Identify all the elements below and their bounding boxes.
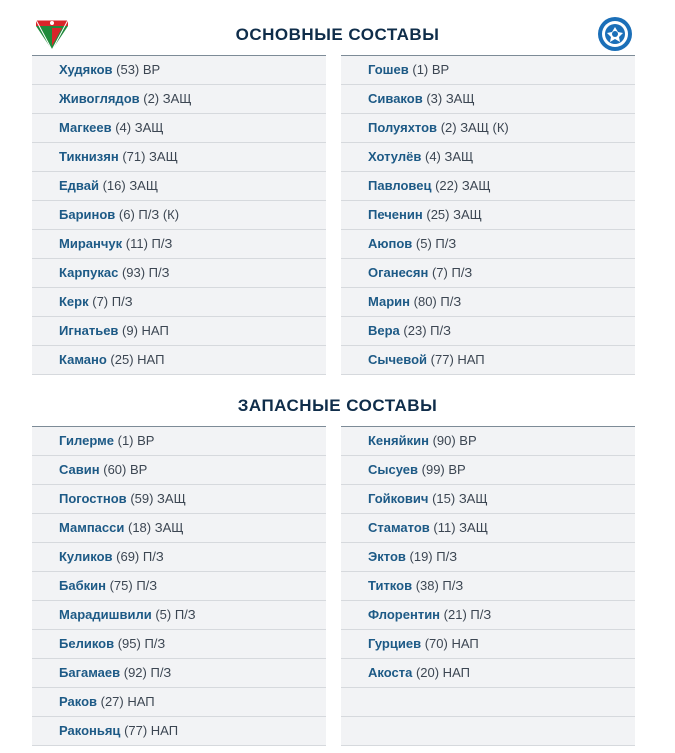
player-row[interactable] [341, 288, 635, 317]
player-name[interactable]: Стаматов [368, 520, 430, 535]
player-row[interactable] [341, 427, 635, 456]
player-row[interactable] [32, 317, 326, 346]
player-row [341, 688, 635, 717]
player-row[interactable] [341, 114, 635, 143]
player-name[interactable]: Гошев [368, 62, 409, 77]
player-name[interactable]: Бабкин [59, 578, 106, 593]
player-row[interactable] [32, 288, 326, 317]
player-name[interactable]: Погостнов [59, 491, 127, 506]
player-name[interactable]: Павловец [368, 178, 432, 193]
player-name[interactable]: Баринов [59, 207, 116, 222]
player-row[interactable] [32, 259, 326, 288]
player-row[interactable] [341, 172, 635, 201]
player-name[interactable]: Беликов [59, 636, 115, 651]
player-row[interactable] [32, 543, 326, 572]
player-number-position: (77) НАП [124, 723, 179, 738]
player-name[interactable]: Едвай [59, 178, 99, 193]
player-number-position: (5) П/З [415, 236, 457, 251]
player-row[interactable] [341, 56, 635, 85]
player-name[interactable]: Сысуев [368, 462, 419, 477]
player-name[interactable]: Эктов [368, 549, 406, 564]
player-name[interactable]: Марадишвили [59, 607, 152, 622]
player-name[interactable]: Марин [368, 294, 411, 309]
player-number-position: (22) ЗАЩ [435, 178, 491, 193]
player-row[interactable] [341, 514, 635, 543]
player-name[interactable]: Полуяхтов [368, 120, 438, 135]
player-number-position: (2) ЗАЩ [143, 91, 192, 106]
player-number-position: (25) ЗАЩ [426, 207, 482, 222]
player-number-position: (71) ЗАЩ [122, 149, 178, 164]
player-row[interactable] [32, 56, 326, 85]
player-name[interactable]: Сиваков [368, 91, 423, 106]
player-row[interactable] [32, 688, 326, 717]
player-row[interactable] [32, 85, 326, 114]
player-number-position: (2) ЗАЩ (К) [440, 120, 509, 135]
player-row[interactable] [32, 601, 326, 630]
player-name[interactable]: Живоглядов [59, 91, 140, 106]
player-number-position: (70) НАП [424, 636, 479, 651]
player-row[interactable] [341, 143, 635, 172]
player-number-position: (6) П/З (К) [118, 207, 180, 222]
player-number-position: (23) П/З [403, 323, 451, 338]
player-name[interactable]: Печенин [368, 207, 423, 222]
player-row[interactable] [32, 427, 326, 456]
player-number-position: (4) ЗАЩ [115, 120, 164, 135]
player-number-position: (69) П/З [116, 549, 164, 564]
player-name[interactable]: Титков [368, 578, 413, 593]
player-name[interactable]: Мампасси [59, 520, 125, 535]
substitutes-title: ЗАПАСНЫЕ СОСТАВЫ [237, 396, 438, 415]
player-number-position: (7) П/З [92, 294, 133, 309]
player-number-position: (38) П/З [415, 578, 464, 593]
player-number-position: (93) П/З [121, 265, 170, 280]
player-row[interactable] [341, 259, 635, 288]
player-row[interactable] [341, 485, 635, 514]
player-number-position: (59) ЗАЩ [130, 491, 186, 506]
main-lineups-title: ОСНОВНЫЕ СОСТАВЫ [235, 25, 440, 44]
player-row[interactable] [32, 230, 326, 259]
player-row[interactable] [341, 346, 635, 375]
player-name[interactable]: Вера [368, 323, 400, 338]
player-number-position: (20) НАП [415, 665, 470, 680]
away-substitutes [341, 426, 635, 746]
player-number-position: (77) НАП [430, 352, 485, 367]
player-name[interactable]: Кеняйкин [368, 433, 429, 448]
player-number-position: (27) НАП [100, 694, 155, 709]
player-row[interactable] [341, 456, 635, 485]
player-number-position: (15) ЗАЩ [432, 491, 488, 506]
player-row[interactable] [32, 456, 326, 485]
player-name[interactable]: Савин [59, 462, 100, 477]
player-name[interactable]: Карпукас [59, 265, 119, 280]
player-row[interactable] [341, 572, 635, 601]
player-row[interactable] [32, 172, 326, 201]
player-name[interactable]: Аюпов [368, 236, 413, 251]
player-number-position: (75) П/З [109, 578, 158, 593]
player-row[interactable] [341, 317, 635, 346]
player-name[interactable]: Тикнизян [59, 149, 119, 164]
player-row[interactable] [32, 659, 326, 688]
player-number-position: (90) ВР [432, 433, 477, 448]
player-number-position: (9) НАП [122, 323, 169, 338]
player-row[interactable] [341, 630, 635, 659]
player-row[interactable] [341, 201, 635, 230]
player-name[interactable]: Акоста [368, 665, 413, 680]
player-row[interactable] [32, 485, 326, 514]
player-number-position: (18) ЗАЩ [128, 520, 184, 535]
player-row[interactable] [341, 601, 635, 630]
player-name[interactable]: Раков [59, 694, 97, 709]
player-row [341, 717, 635, 746]
player-number-position: (7) П/З [431, 265, 473, 280]
player-row[interactable] [32, 717, 326, 746]
player-name[interactable]: Игнатьев [59, 323, 119, 338]
player-name[interactable]: Багамаев [59, 665, 121, 680]
player-name[interactable]: Гилерме [59, 433, 114, 448]
player-name[interactable]: Миранчук [59, 236, 123, 251]
player-number-position: (19) П/З [409, 549, 458, 564]
player-number-position: (60) ВР [103, 462, 148, 477]
player-name[interactable]: Оганесян [368, 265, 429, 280]
player-name[interactable]: Флорентин [368, 607, 441, 622]
player-name[interactable]: Куликов [59, 549, 113, 564]
player-row[interactable] [32, 143, 326, 172]
player-name[interactable]: Хотулёв [368, 149, 422, 164]
player-number-position: (92) П/З [123, 665, 172, 680]
player-name[interactable]: Гойкович [368, 491, 429, 506]
player-row[interactable] [341, 85, 635, 114]
player-number-position: (21) П/З [443, 607, 492, 622]
player-row[interactable] [32, 630, 326, 659]
away-main-lineup [341, 55, 635, 375]
player-name[interactable]: Камано [59, 352, 107, 367]
player-number-position: (11) П/З [125, 236, 173, 251]
player-row[interactable] [341, 543, 635, 572]
player-name[interactable]: Керк [59, 294, 89, 309]
player-name[interactable]: Худяков [59, 62, 113, 77]
home-substitutes [32, 426, 326, 746]
player-row[interactable] [32, 114, 326, 143]
player-row[interactable] [32, 201, 326, 230]
player-name[interactable]: Раконьяц [59, 723, 121, 738]
player-number-position: (53) ВР [116, 62, 161, 77]
player-number-position: (11) ЗАЩ [433, 520, 488, 535]
player-number-position: (95) П/З [117, 636, 166, 651]
player-row[interactable] [341, 230, 635, 259]
player-number-position: (4) ЗАЩ [424, 149, 474, 164]
player-number-position: (1) ВР [117, 433, 155, 448]
player-number-position: (16) ЗАЩ [102, 178, 159, 193]
player-number-position: (25) НАП [110, 352, 165, 367]
player-row[interactable] [341, 659, 635, 688]
player-name[interactable]: Магкеев [59, 120, 112, 135]
player-number-position: (80) П/З [413, 294, 462, 309]
player-number-position: (5) П/З [155, 607, 196, 622]
player-number-position: (99) ВР [421, 462, 466, 477]
player-name[interactable]: Сычевой [368, 352, 428, 367]
player-number-position: (3) ЗАЩ [426, 91, 475, 106]
home-main-lineup [32, 55, 326, 375]
player-number-position: (1) ВР [412, 62, 450, 77]
player-row[interactable] [32, 514, 326, 543]
player-row[interactable] [32, 346, 326, 375]
player-row[interactable] [32, 572, 326, 601]
player-name[interactable]: Гурциев [368, 636, 422, 651]
